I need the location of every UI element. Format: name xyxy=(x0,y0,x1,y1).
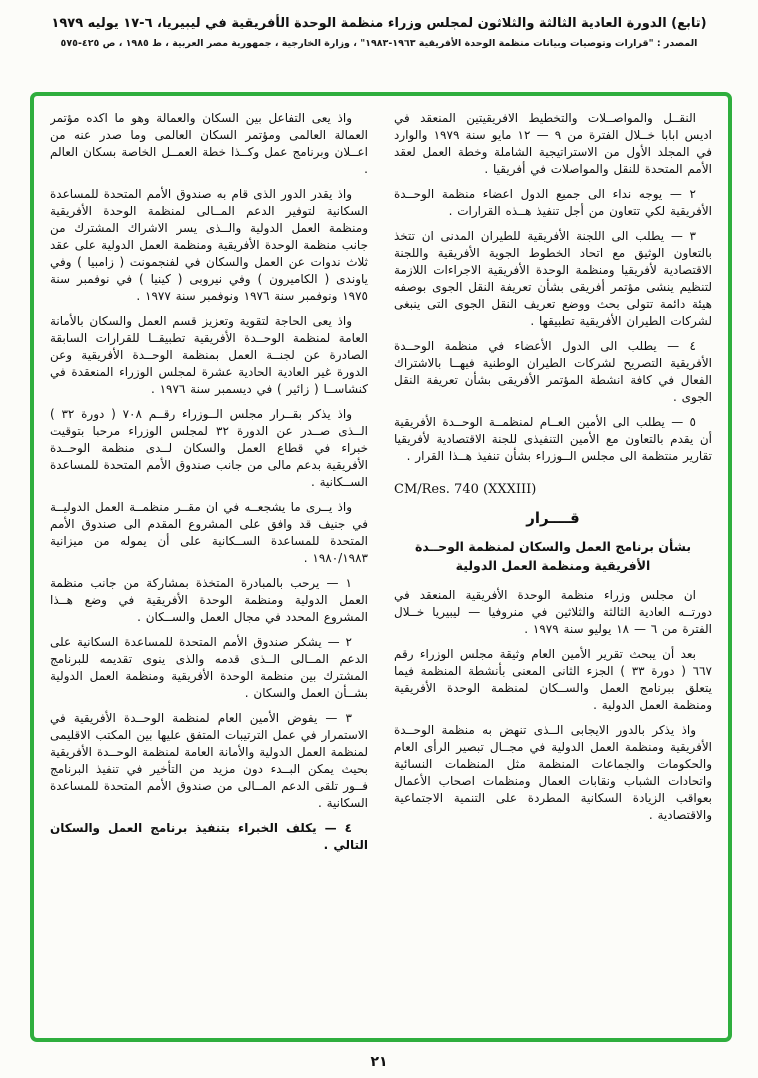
paragraph: واذ يقدر الدور الذى قام به صندوق الأمم المتحدة للمساعدة السكانية لتوفير الدعم المــالى لمنظمة الوحدة الأفريقية ومنظمة العمل الدولية والــذى يسر الاشراك المشترك من جانب منظمة الوحدة الأفريقية ومنظمة العمل الدولية على عقد ثلاث ندوات عن العمل والسكان في لفنجمونت ( زامبيا ) وفي ياوندى ( الكاميرون ) وفي نيروبى ( كينيا ) في نوفمبر سنة ١٩٧٥ ونوفمبر سنة ١٩٧٦ ونوفمبر سنة ١٩٧٧ . xyxy=(50,187,368,303)
page-number: ٢١ xyxy=(370,1054,388,1070)
content-frame xyxy=(30,92,732,1042)
page-footer xyxy=(0,1051,758,1070)
paragraph: بعد أن يبحث تقرير الأمين العام وثيقة مجلس الوزراء رقم ٦٦٧ ( دورة ٣٣ ) الجزء الثانى المعنى بأنشطة المنظمة فيما يتعلق ببرنامج العمل والســكان لمنظمة الوحدة الأفريقية ومنظمة العمل الدولية . xyxy=(394,647,712,712)
paragraph: واذ يــرى ما يشجعــه في ان مقــر منظمــة العمل الدوليــة في جنيف قد وافق على المشروع المقدم الى صندوق الأمم المتحدة للمساعدة الســكانية على أن يموله من ميزانية ١٩٨٠/١٩٨٣ . xyxy=(50,500,368,565)
paragraph: واذ يعى التفاعل بين السكان والعمالة وهو ما اكده مؤتمر العمالة العالمى ومؤتمر السكان العالمى وما صدر عنه من اعــلان وبرنامج عمل وكــذا خطة العمــل الخاصة بسكان العالم . xyxy=(50,111,368,176)
paragraph: ٤ — يطلب الى الدول الأعضاء في منظمة الوحــدة الأفريقية التصريح لشركات الطيران الوطنية فيهــا بالاشتراك الفعال في كافة انشطة المؤتمر الأفريقى بشأن تعريفة النقل الجوى . xyxy=(394,339,712,404)
paragraph: النقــل والمواصــلات والتخطيط الافريقيتين المنعقد في اديس ابابا خــلال الفترة من ٩ — ١٢ مايو سنة ١٩٧٩ والوارد في المجلد الأول من الاستراتيجية الشاملة وخطة العمل لعقد الأمم المتحدة للنقل والمواصلات في أفريقيا . xyxy=(394,111,712,176)
paragraph: ١ — يرحب بالمبادرة المتخذة بمشاركة من جانب منظمة العمل الدولية ومنظمة الوحدة الأفريقية في وضع هــذا المشروع المحدد في مجال العمل والســكان . xyxy=(50,576,368,624)
header-source-line: المصدر : "قرارات وتوصيات وبيانات منظمة الوحدة الأفريقية ١٩٦٣-١٩٨٣" ، وزارة الخارجية ، جمهورية مصر العربية ، ط ١٩٨٥ ، ص ٤٢٥-٥٧٥ xyxy=(60,38,698,49)
paragraph: ٥ — يطلب الى الأمين العــام لمنظمــة الوحــدة الأفريقية أن يقدم بالتعاون مع الأمين التنفيذى للجنة الاقتصادية لأفريقيا تقارير منتظمة الى مجلس الــوزراء بشأن تنفيذ هــذا القرار . xyxy=(394,415,712,463)
paragraph-final: ٤ — يكلف الخبراء بتنفيذ برنامج العمل والسكان التالي . xyxy=(50,821,368,852)
paragraph: ٣ — يفوض الأمين العام لمنظمة الوحــدة الأفريقية في الاستمرار في عمل الترتيبات المتفق عليها بين المكتب الاقليمى لمنظمة العمل الدولية والأمانة العامة لمنظمة الوحــدة الأفريقية بحيث يمكن البــدء دون مزيد من التأخير في تنفيذ البرنامج فــور تلقى الدعم المــالى من صندوق الأمم المتحدة للمساعدة السكانية . xyxy=(50,711,368,810)
right-column xyxy=(394,110,712,1028)
paragraph: واذ يذكر بقــرار مجلس الــوزراء رقــم ٧٠٨ ( دورة ٣٢ ) الــذى صــدر عن الدورة ٣٢ لمجلس الوزراء مرحبا بتوقيت خبراء في قطاع العمل والسكان لــدى منظمة الوحــدة الأفريقية بدعم مالى من جانب صندوق الأمم المتحدة للمساعدة الســكانية . xyxy=(50,407,368,489)
resolution-heading: قــــرار xyxy=(526,509,580,527)
paragraph: ٣ — يطلب الى اللجنة الأفريقية للطيران المدنى ان تتخذ بالتعاون الوثيق مع اتحاد الخطوط الجوية الأفريقية واللجنة الاقتصادية لأفريقيا ومنظمة الوحدة الأفريقية الاجراءات اللازمة لتنظيم ينشى مؤتمر أفريقى بشأن تعريفة النقل الجوى بوصفه هيئة دائمة تتولى بحث ووضع تعريف النقل الجوى التى ينبغى لشركات الطيران الأفريقية تطبيقها . xyxy=(394,229,712,328)
paragraph: واذ يذكر بالدور الايجابى الــذى تنهض به منظمة الوحــدة الأفريقية ومنظمة العمل الدولية في مجــال تبصير الرأى العام والحكومات والجماعات المنظمة مثل المنظمات النسائية واتحادات الشباب ونقابات العمال ومنظمات اصحاب الأعمال بعواقب الزيادة السكانية المطردة على التنمية الاجتماعية والاقتصادية . xyxy=(394,723,712,822)
left-column xyxy=(50,110,368,1028)
two-column-layout xyxy=(50,110,712,1028)
resolution-subject: بشأن برنامج العمل والسكان لمنظمة الوحــدة الأفريقية ومنظمة العمل الدولية xyxy=(414,539,692,573)
header-title: (تابع) الدورة العادية الثالثة والثلاثون لمجلس وزراء منظمة الوحدة الأفريقية في ليبيريا، ٦-١٧ يوليه ١٩٧٩ xyxy=(51,16,707,31)
paragraph: ان مجلس وزراء منظمة الوحدة الأفريقية المنعقد في دورتــه العادية الثالثة والثلاثين في منروفيا — ليبيريا خــلال الفترة من ٦ — ١٨ يوليو سنة ١٩٧٩ . xyxy=(394,588,712,636)
paragraph: ٢ — يشكر صندوق الأمم المتحدة للمساعدة السكانية على الدعم المــالى الــذى قدمه والذى ينوى تقديمه للبرنامج المشترك بين منظمة الوحدة الأفريقية ومنظمة العمل الدولية بشــأن العمل والسكان . xyxy=(50,635,368,700)
paragraph: ٢ — يوجه نداء الى جميع الدول اعضاء منظمة الوحــدة الأفريقية لكي تتعاون من أجل تنفيذ هــذه القرارات . xyxy=(394,187,712,218)
resolution-reference: CM/Res. 740 (XXXIII) xyxy=(394,482,537,497)
paragraph: واذ يعى الحاجة لتقوية وتعزيز قسم العمل والسكان بالأمانة العامة لمنظمة الوحــدة الأفريقية تطبيقــا للقرارات السابقة الصادرة عن لجنــة العمل بمنظمة الوحــدة الأفريقية وعن الدورة غير العادية الحادية عشرة لمجلس الوزراء المنعقدة في كنشاســا ( زائير ) في ديسمبر سنة ١٩٧٦ . xyxy=(50,314,368,396)
page-header xyxy=(0,0,758,49)
